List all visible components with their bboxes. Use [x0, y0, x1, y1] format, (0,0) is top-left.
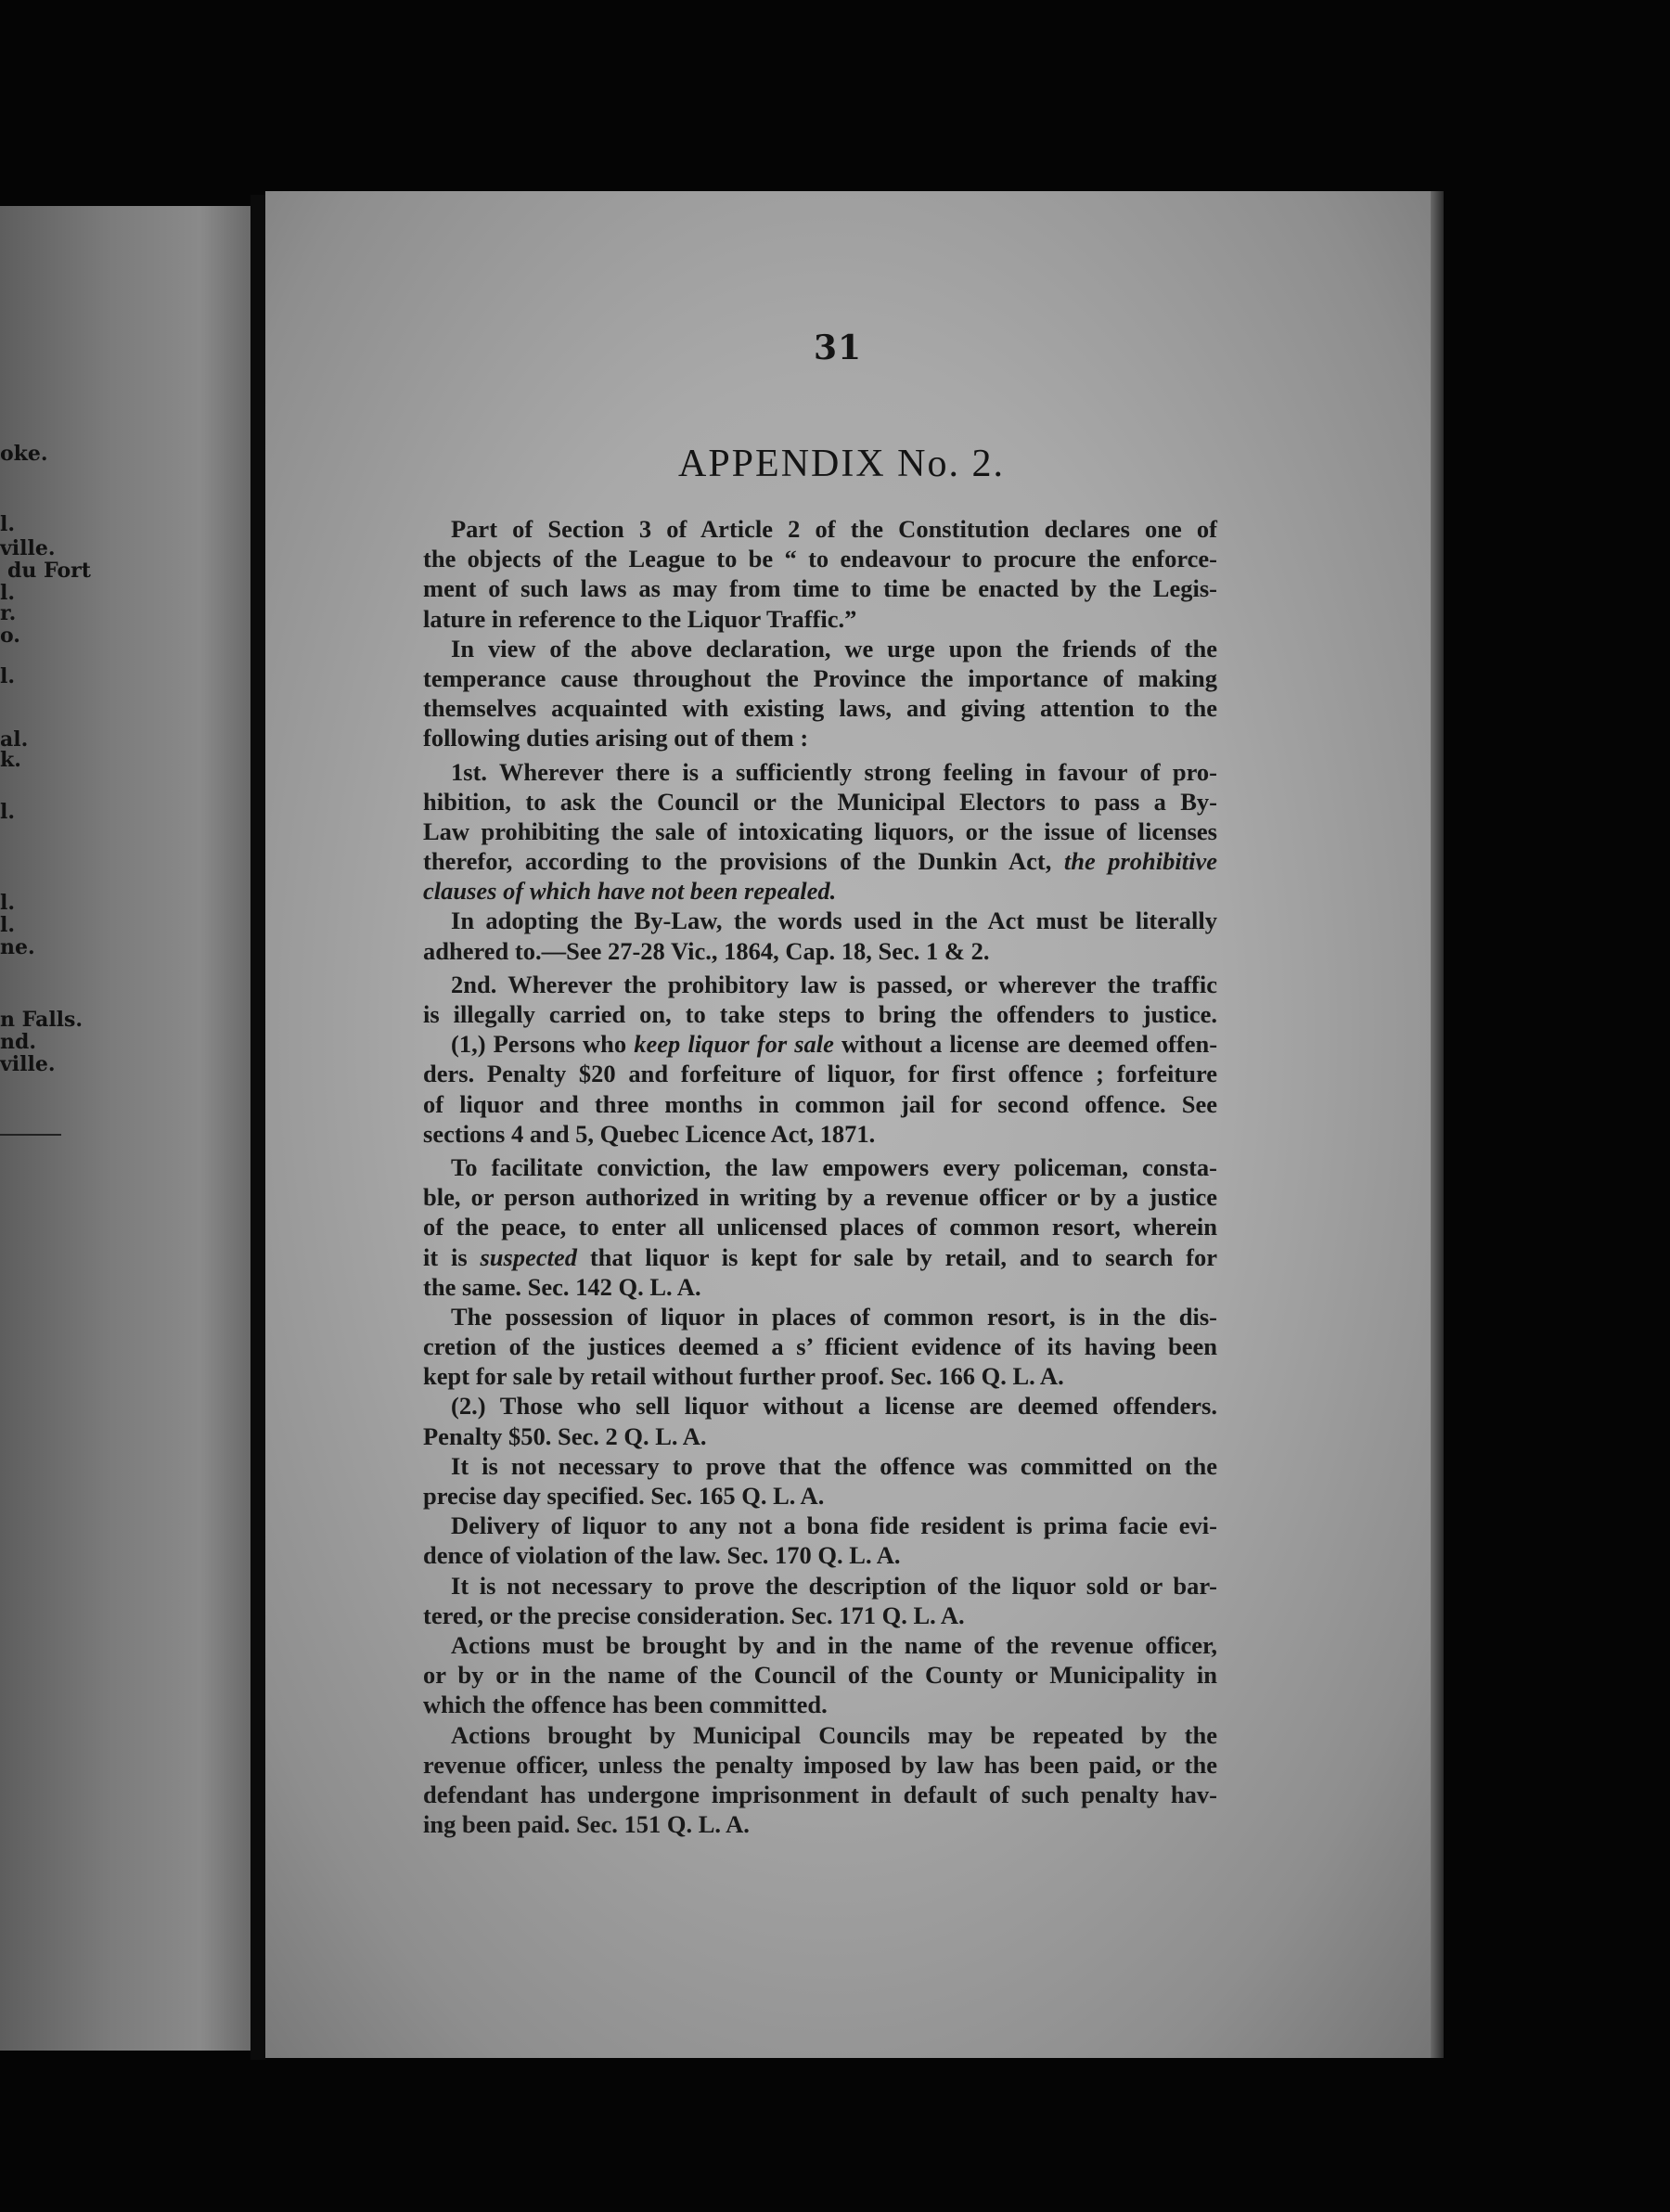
main-page [265, 191, 1444, 2058]
text-line: 2nd. Wherever the prohibitory law is passed, or wherever the traffic [451, 970, 1217, 998]
text-segment: without a license are deemed offen- [841, 1030, 1218, 1059]
text-line: It is not necessary to prove the description of the liquor sold or bar- [451, 1571, 1217, 1600]
left-page-fragment: l. [0, 512, 16, 536]
text-line-mixed [423, 1242, 1217, 1272]
text-line: tered, or the precise consideration. Sec. 171 Q. L. A. [423, 1601, 965, 1629]
text-line: lature in reference to the Liquor Traffic.” [423, 604, 857, 633]
text-line: the objects of the League to be “ to endeavour to procure the enforce- [423, 545, 1217, 573]
text-line: revenue officer, unless the penalty imposed by law has been paid, or the [423, 1750, 1217, 1779]
text-line: 1st. Wherever there is a sufficiently strong feeling in favour of pro- [451, 757, 1217, 786]
text-line: defendant has undergone imprisonment in default of such penalty hav- [423, 1780, 1217, 1808]
text-segment: that liquor is kept for sale by retail, and to search for [589, 1242, 1218, 1271]
text-segment: therefor, according to the provisions of the Dunkin Act, [423, 847, 1052, 876]
text-line: is illegally carried on, to take steps to bring the offenders to justice. [423, 1000, 1217, 1028]
italic-segment: suspected [480, 1242, 577, 1271]
text-line: Part of Section 3 of Article 2 of the Constitution declares one of [451, 515, 1217, 543]
text-line: Actions brought by Municipal Councils may be repeated by the [451, 1720, 1217, 1749]
text-line: clauses of which have not been repealed. [423, 877, 837, 906]
text-line-mixed [423, 1029, 1217, 1059]
text-line: sections 4 and 5, Quebec Licence Act, 1871. [423, 1119, 876, 1148]
left-page-fragment: al. [0, 727, 29, 752]
left-page-fragment: k. [0, 748, 21, 772]
left-page-fragment: oke. [0, 442, 48, 466]
text-line: ders. Penalty $20 and forfeiture of liquor, for first offence ; forfeiture [423, 1060, 1217, 1088]
text-line: In adopting the By-Law, the words used in the Act must be literally [451, 907, 1217, 935]
text-line: kept for sale by retail without further proof. Sec. 166 Q. L. A. [423, 1362, 1064, 1391]
text-line: which the offence has been committed. [423, 1691, 828, 1719]
text-line: ing been paid. Sec. 151 Q. L. A. [423, 1810, 750, 1839]
text-line: themselves acquainted with existing laws, and giving attention to the [423, 694, 1217, 723]
text-line: Law prohibiting the sale of intoxicating liquors, or the issue of licenses [423, 817, 1217, 845]
left-page-fragment: l. [0, 664, 16, 688]
left-page-rule [0, 1134, 61, 1136]
text-line: To facilitate conviction, the law empowers every policeman, consta- [451, 1152, 1217, 1181]
text-segment: (1,) Persons who [451, 1030, 627, 1059]
text-line: Penalty $50. Sec. 2 Q. L. A. [423, 1421, 707, 1450]
page-right-edge [1431, 191, 1444, 2058]
text-line-mixed [423, 846, 1217, 876]
left-page-fragment: nd. [0, 1030, 37, 1054]
left-page-fragment: l. [0, 581, 16, 605]
text-line: or by or in the name of the Council of the County or Municipality in [423, 1661, 1217, 1690]
text-line: precise day specified. Sec. 165 Q. L. A. [423, 1482, 825, 1510]
text-line: of the peace, to enter all unlicensed places of common resort, wherein [423, 1213, 1217, 1241]
text-line: following duties arising out of them : [423, 724, 809, 752]
page-number: 31 [813, 328, 863, 367]
text-line: It is not necessary to prove that the offence was committed on the [451, 1451, 1217, 1480]
left-page-fragment: ville. [0, 536, 56, 560]
text-line: (2.) Those who sell liquor without a license are deemed offenders. [451, 1392, 1217, 1421]
text-line: of liquor and three months in common jail for second offence. See [423, 1089, 1217, 1118]
left-page-fragment: o. [0, 624, 20, 648]
text-line: temperance cause throughout the Province the importance of making [423, 663, 1217, 692]
text-line: dence of violation of the law. Sec. 170 Q. L. A. [423, 1541, 901, 1570]
left-page-fragment: ne. [0, 935, 35, 959]
text-line: ment of such laws as may from time to time be enacted by the Legis- [423, 574, 1217, 603]
text-line: In view of the above declaration, we urge upon the friends of the [451, 634, 1217, 662]
text-line: adhered to.—See 27-28 Vic., 1864, Cap. 18, Sec. 1 & 2. [423, 936, 990, 965]
text-line: Actions must be brought by and in the name of the revenue officer, [451, 1630, 1217, 1659]
text-segment: it is [423, 1242, 468, 1271]
left-facing-page [0, 206, 250, 2051]
text-line: ble, or person authorized in writing by a revenue officer or by a justice [423, 1183, 1217, 1212]
text-line: cretion of the justices deemed a s’ fficient evidence of its having been [423, 1332, 1217, 1361]
left-page-fragment: du Fort [7, 559, 91, 583]
left-page-fragment: r. [0, 601, 17, 625]
text-line: hibition, to ask the Council or the Municipal Electors to pass a By- [423, 787, 1217, 816]
text-line: Delivery of liquor to any not a bona fide resident is prima facie evi- [451, 1511, 1217, 1540]
body-text [423, 514, 1217, 1839]
left-page-fragment: ville. [0, 1052, 56, 1076]
italic-segment: keep liquor for sale [634, 1030, 834, 1059]
italic-segment: the prohibitive [1063, 847, 1218, 876]
text-line: The possession of liquor in places of common resort, is in the dis- [451, 1302, 1217, 1331]
left-page-fragment: l. [0, 891, 16, 915]
page-heading: APPENDIX No. 2. [677, 443, 1005, 485]
text-line: the same. Sec. 142 Q. L. A. [423, 1272, 701, 1301]
left-page-fragment: l. [0, 913, 16, 937]
left-page-fragment: l. [0, 800, 16, 824]
left-page-fragment: n Falls. [0, 1008, 84, 1032]
